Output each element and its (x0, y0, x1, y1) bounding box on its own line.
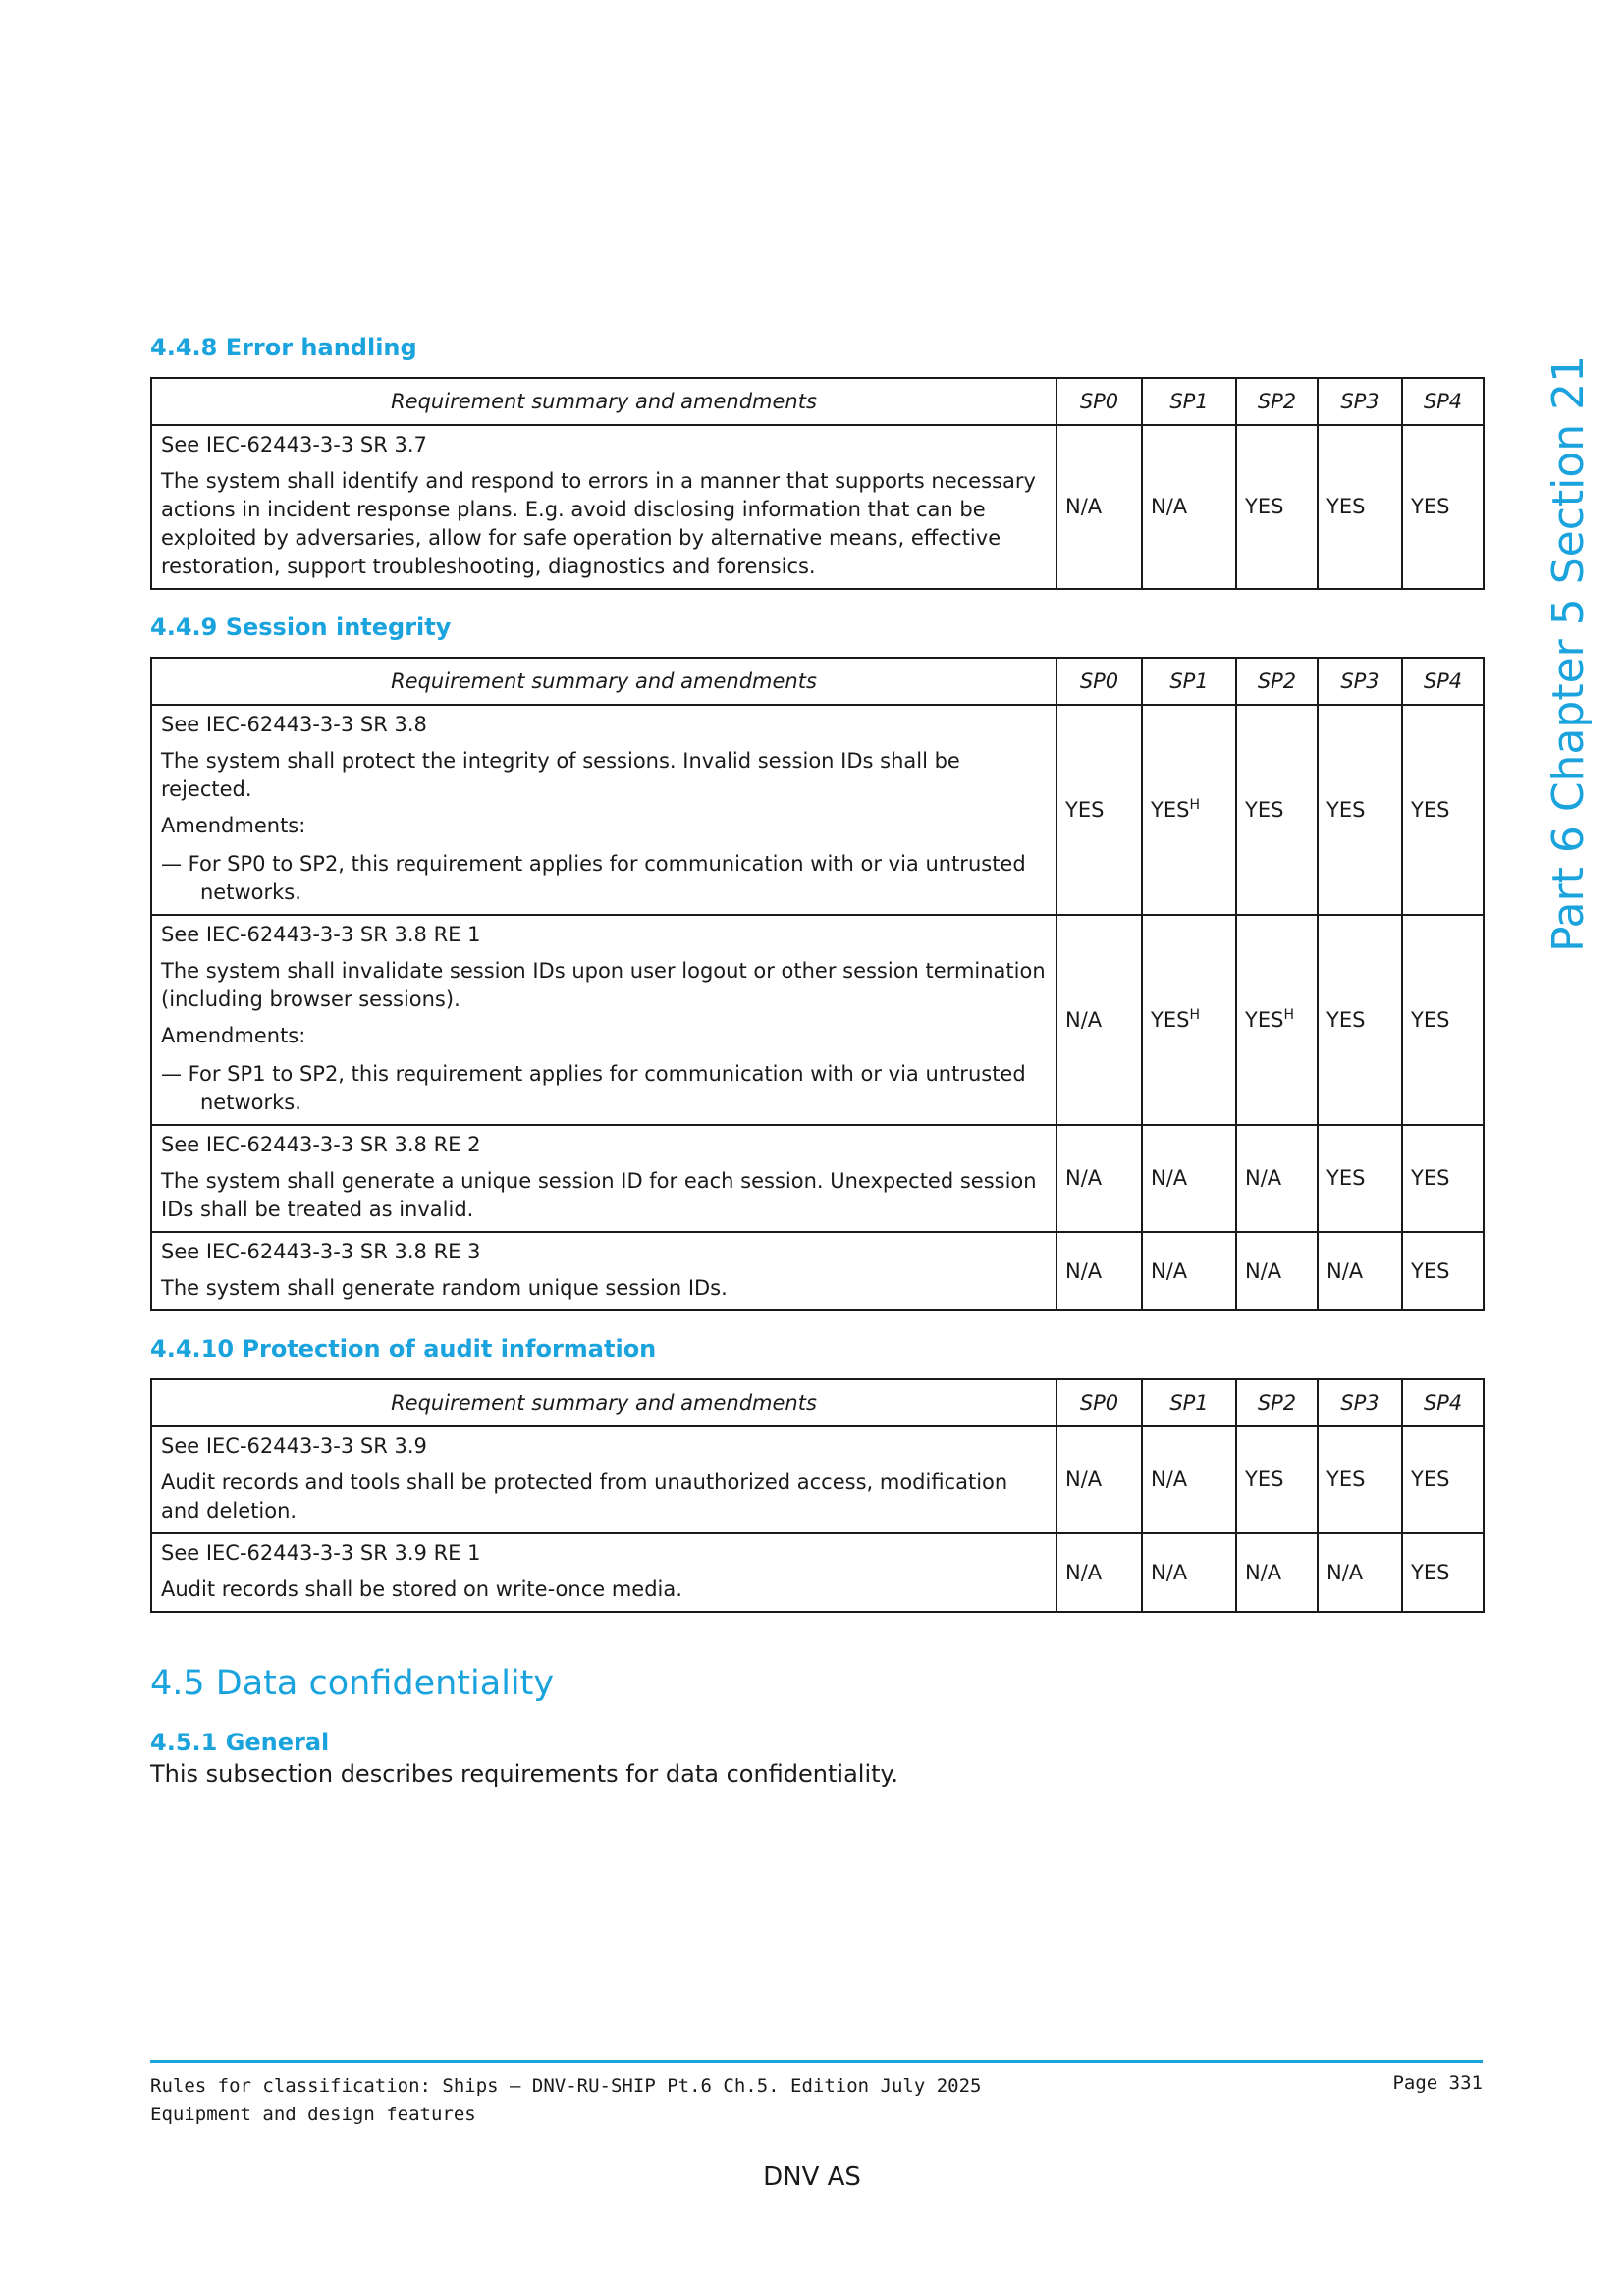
sp-value-cell (1142, 1125, 1236, 1232)
sp-value-cell (1318, 1426, 1402, 1533)
requirement-reference: See IEC-62443-3-3 SR 3.8 RE 3 (161, 1240, 481, 1263)
table-row (151, 1533, 1484, 1612)
sp-value: N/A (1326, 1560, 1364, 1584)
requirement-reference: See IEC-62443-3-3 SR 3.7 (161, 433, 427, 456)
sp-value-cell (1402, 1533, 1484, 1612)
sp-value-cell (1318, 425, 1402, 589)
table-header-row (151, 658, 1484, 705)
sp-value-cell (1056, 705, 1142, 915)
sp-value: N/A (1065, 495, 1103, 518)
column-header: Requirement summary and amendments (151, 658, 1056, 705)
column-header: Requirement summary and amendments (151, 378, 1056, 425)
requirement-text: The system shall protect the integrity of sessions. Invalid session IDs shall be rejected. (161, 749, 960, 801)
sp-value-cell (1402, 1125, 1484, 1232)
table-row (151, 1232, 1484, 1310)
footer-line-1: Rules for classification: Ships — DNV-RU-SHIP Pt.6 Ch.5. Edition July 2025 (150, 2075, 982, 2097)
sp-value: YES (1151, 797, 1190, 822)
sp-value-cell (1142, 1426, 1236, 1533)
sp-value-cell (1056, 1125, 1142, 1232)
column-header: SP1 (1142, 658, 1236, 705)
sp-value: N/A (1245, 1560, 1282, 1584)
requirement-sections (150, 334, 1483, 1613)
table-row (151, 705, 1484, 915)
table-row (151, 1125, 1484, 1232)
sp-value-cell (1318, 1533, 1402, 1612)
sp-value: N/A (1245, 1166, 1282, 1190)
column-header: SP2 (1236, 658, 1318, 705)
requirement-cell (151, 1533, 1056, 1612)
sp-value: N/A (1065, 1468, 1103, 1491)
amendments-label: Amendments: (161, 814, 306, 837)
sp-value: N/A (1245, 1258, 1282, 1283)
column-header: SP1 (1142, 378, 1236, 425)
sp-value: YES (1411, 1468, 1450, 1491)
sp-value-cell (1402, 425, 1484, 589)
requirements-table (150, 1378, 1485, 1613)
column-header: SP2 (1236, 378, 1318, 425)
sp-value-cell (1236, 915, 1318, 1125)
column-header: SP1 (1142, 1379, 1236, 1426)
sp-value: YES (1326, 797, 1366, 822)
sp-value: N/A (1065, 1007, 1103, 1032)
sp-value-note-marker: H (1189, 1006, 1200, 1023)
sp-value: YES (1326, 1007, 1366, 1032)
sp-value: YES (1245, 495, 1284, 518)
column-header: SP0 (1056, 658, 1142, 705)
page-number: Page 331 (1392, 2072, 1483, 2094)
sp-value-cell (1402, 915, 1484, 1125)
requirement-reference: See IEC-62443-3-3 SR 3.8 (161, 713, 427, 736)
amendments-label: Amendments: (161, 1024, 306, 1047)
amendment-item: — For SP0 to SP2, this requirement applies for communication with or via untrusted networks. (161, 852, 1026, 904)
sp-value-note-marker: H (1189, 796, 1200, 813)
sp-value: N/A (1151, 1468, 1188, 1491)
page-content (150, 334, 1483, 1788)
sp-value-cell (1056, 1533, 1142, 1612)
table-row (151, 425, 1484, 589)
sp-value: YES (1245, 1468, 1284, 1491)
table-header-row (151, 1379, 1484, 1426)
sp-value-cell (1056, 1232, 1142, 1310)
column-header: SP4 (1402, 378, 1484, 425)
footer-info (150, 2072, 981, 2129)
sp-value-cell (1236, 1533, 1318, 1612)
column-header: SP3 (1318, 1379, 1402, 1426)
requirement-cell (151, 915, 1056, 1125)
requirement-text: Audit records shall be stored on write-once media. (161, 1577, 682, 1601)
requirement-cell (151, 1426, 1056, 1533)
sp-value-cell (1236, 1426, 1318, 1533)
requirement-cell (151, 1125, 1056, 1232)
sp-value-cell (1142, 1232, 1236, 1310)
requirements-table (150, 657, 1485, 1311)
sp-value: YES (1411, 1560, 1450, 1584)
sp-value-cell (1318, 705, 1402, 915)
requirement-text: The system shall invalidate session IDs upon user logout or other session termination (including browser sessions). (161, 959, 1046, 1011)
column-header: SP0 (1056, 378, 1142, 425)
amendment-item: — For SP1 to SP2, this requirement applies for communication with or via untrusted networks. (161, 1062, 1026, 1114)
sp-value: N/A (1151, 1166, 1188, 1190)
sp-value: YES (1245, 797, 1284, 822)
sp-value-cell (1236, 1125, 1318, 1232)
sp-value: YES (1065, 797, 1105, 822)
sp-value-cell (1056, 425, 1142, 589)
sp-value: YES (1411, 495, 1450, 518)
sp-value-cell (1402, 1426, 1484, 1533)
sp-value: YES (1411, 1007, 1450, 1032)
requirement-reference: See IEC-62443-3-3 SR 3.8 RE 2 (161, 1133, 481, 1156)
sp-value: N/A (1326, 1258, 1364, 1283)
requirement-cell (151, 1232, 1056, 1310)
requirements-table (150, 377, 1485, 590)
sp-value-cell (1318, 1232, 1402, 1310)
requirement-cell (151, 425, 1056, 589)
column-header: SP4 (1402, 1379, 1484, 1426)
sp-value: YES (1326, 1166, 1366, 1190)
sp-value-cell (1402, 705, 1484, 915)
sp-value-cell (1056, 915, 1142, 1125)
publisher: DNV AS (763, 2163, 861, 2192)
requirement-text: The system shall identify and respond to errors in a manner that supports necessary actions in incident response plans. E.g. avoid disclosing information that can be exploited by adversaries, allow for safe operation by alternative means, effective restoration, support troubleshooting, diagnostics and forensics. (161, 469, 1036, 578)
sp-value: YES (1411, 1166, 1450, 1190)
sp-value: YES (1326, 1468, 1366, 1491)
sp-value: YES (1151, 1007, 1190, 1032)
footer-rule (150, 2060, 1483, 2063)
table-header-row (151, 378, 1484, 425)
sp-value: N/A (1151, 495, 1188, 518)
sp-value: N/A (1065, 1258, 1103, 1283)
sp-value-cell (1318, 1125, 1402, 1232)
section-title: 4.5 Data confidentiality (150, 1664, 555, 1703)
subsection-title: 4.5.1 General (150, 1729, 330, 1756)
requirement-text: The system shall generate a unique session ID for each session. Unexpected session IDs shall be treated as invalid. (161, 1169, 1037, 1221)
table-row (151, 915, 1484, 1125)
sp-value-cell (1142, 705, 1236, 915)
sp-value: YES (1326, 495, 1366, 518)
requirement-cell (151, 705, 1056, 915)
requirement-reference: See IEC-62443-3-3 SR 3.8 RE 1 (161, 923, 481, 946)
subsection-text: This subsection describes requirements for data confidentiality. (150, 1760, 898, 1788)
sp-value-cell (1142, 1533, 1236, 1612)
column-header: Requirement summary and amendments (151, 1379, 1056, 1426)
sp-value: YES (1245, 1007, 1284, 1032)
sp-value: N/A (1065, 1560, 1103, 1584)
requirement-reference: See IEC-62443-3-3 SR 3.9 (161, 1434, 427, 1458)
requirement-text: The system shall generate random unique session IDs. (161, 1276, 728, 1300)
sp-value-cell (1142, 915, 1236, 1125)
side-section-label: Part 6 Chapter 5 Section 21 (1543, 354, 1594, 952)
sp-value: YES (1411, 1258, 1450, 1283)
column-header: SP4 (1402, 658, 1484, 705)
sp-value-cell (1236, 425, 1318, 589)
sp-value-cell (1402, 1232, 1484, 1310)
sp-value: N/A (1065, 1166, 1103, 1190)
sp-value-cell (1056, 1426, 1142, 1533)
sp-value-cell (1142, 425, 1236, 589)
column-header: SP3 (1318, 658, 1402, 705)
table-row (151, 1426, 1484, 1533)
sp-value-cell (1236, 1232, 1318, 1310)
subsection-heading: 4.4.8 Error handling (150, 334, 417, 361)
sp-value: N/A (1151, 1258, 1188, 1283)
sp-value-note-marker: H (1283, 1006, 1294, 1023)
column-header: SP2 (1236, 1379, 1318, 1426)
subsection-heading: 4.4.9 Session integrity (150, 614, 452, 641)
subsection-heading: 4.4.10 Protection of audit information (150, 1335, 657, 1362)
sp-value: N/A (1151, 1560, 1188, 1584)
column-header: SP0 (1056, 1379, 1142, 1426)
column-header: SP3 (1318, 378, 1402, 425)
requirement-text: Audit records and tools shall be protected from unauthorized access, modification and deletion. (161, 1470, 1008, 1522)
sp-value-cell (1318, 915, 1402, 1125)
footer-line-2: Equipment and design features (150, 2104, 476, 2125)
requirement-reference: See IEC-62443-3-3 SR 3.9 RE 1 (161, 1541, 481, 1565)
sp-value-cell (1236, 705, 1318, 915)
sp-value: YES (1411, 797, 1450, 822)
